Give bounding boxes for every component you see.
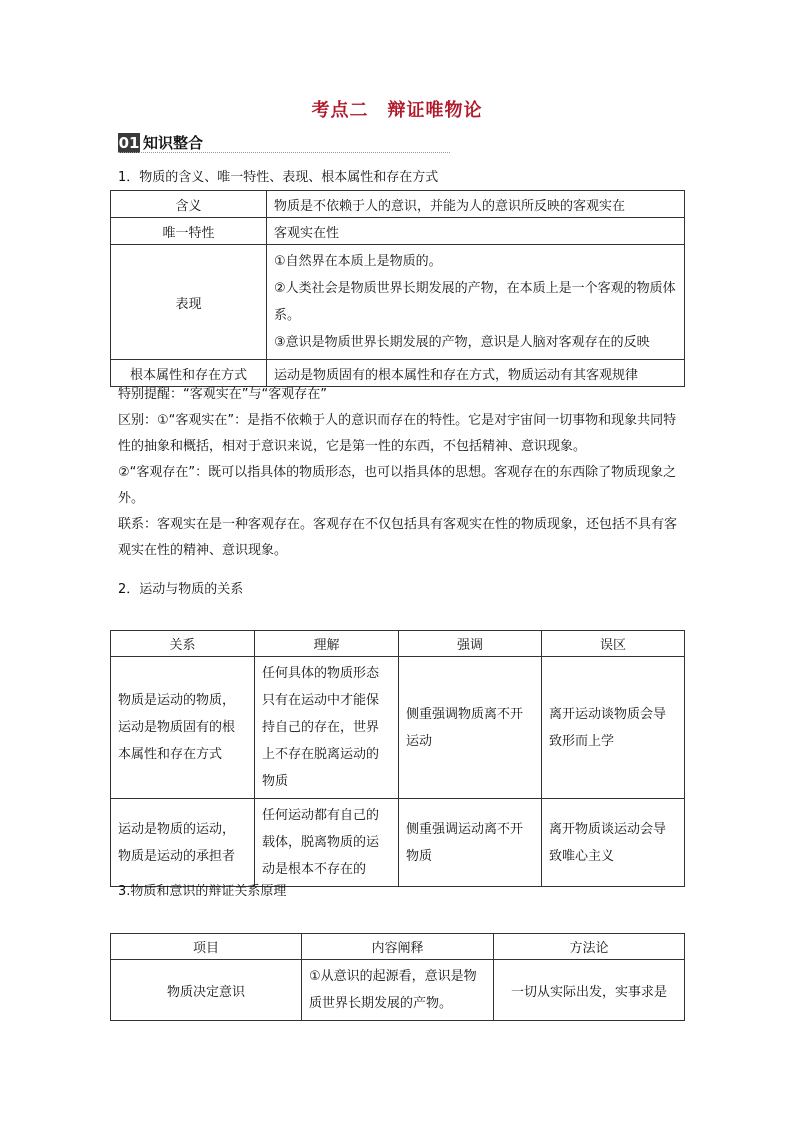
- heading-2: 2．运动与物质的关系: [118, 582, 244, 597]
- table-cell-value: [267, 245, 685, 360]
- table-row: [111, 799, 685, 887]
- section-number-badge: 01: [118, 133, 140, 152]
- table-cell-value: 运动是物质固有的根本属性和存在方式，物质运动有其客观规律: [267, 360, 685, 387]
- table-cell: 任何具体的物质形态只有在运动中才能保持自己的存在，世界上不存在脱离运动的物质: [255, 657, 399, 799]
- table-matter-consciousness: [110, 933, 685, 1021]
- section-title: 知识整合: [143, 134, 204, 152]
- tip-title: 特别提醒：“客观实在”与“客观存在”: [118, 387, 327, 402]
- heading-1: 1．物质的含义、唯一特性、表现、根本属性和存在方式: [118, 170, 439, 185]
- table-cell: 运动是物质的运动，物质是运动的承担者: [111, 799, 255, 887]
- table-cell: 物质决定意识: [111, 960, 302, 1021]
- column-header: 关系: [111, 631, 255, 657]
- column-header: 项目: [111, 934, 302, 960]
- tip-paragraph-1: 区别：①“客观实在”：是指不依赖于人的意识而存在的特性。它是对宇宙间一切事物和现象共同特性的抽象和概括，相对于意识来说，它是第一性的东西，不包括精神、意识现象。: [118, 413, 677, 454]
- table-row: [111, 245, 685, 360]
- manifestation-3: ③意识是物质世界长期发展的产物，意识是人脑对客观存在的反映: [274, 335, 650, 350]
- table-cell: 侧重强调运动离不开物质: [399, 799, 542, 887]
- tip-block: [118, 382, 680, 564]
- page-title: 考点二 辩证唯物论: [311, 100, 483, 121]
- table-motion: [110, 630, 685, 887]
- table-cell-key: 根本属性和存在方式: [111, 360, 267, 387]
- table-cell-key: 唯一特性: [111, 218, 267, 245]
- column-header: 误区: [542, 631, 685, 657]
- tip-paragraph-2: ②“客观存在”：既可以指具体的物质形态，也可以指具体的思想。客观存在的东西除了物质现象之外。: [118, 465, 677, 506]
- column-header: 强调: [399, 631, 542, 657]
- table-matter: [110, 190, 685, 387]
- table-cell-value: 物质是不依赖于人的意识，并能为人的意识所反映的客观实在: [267, 191, 685, 218]
- column-header: 理解: [255, 631, 399, 657]
- table-cell-key: 含义: [111, 191, 267, 218]
- table-cell: 物质是运动的物质，运动是物质固有的根本属性和存在方式: [111, 657, 255, 799]
- column-header: 方法论: [494, 934, 685, 960]
- table-row: [111, 657, 685, 799]
- table-cell: 离开物质谈运动会导致唯心主义: [542, 799, 685, 887]
- heading-3: 3.物质和意识的辩证关系原理: [118, 884, 287, 899]
- manifestation-2: ②人类社会是物质世界长期发展的产物，在本质上是一个客观的物质体系。: [274, 281, 676, 323]
- table-cell: 一切从实际出发，实事求是: [494, 960, 685, 1021]
- manifestation-1: ①自然界在本质上是物质的。: [274, 254, 442, 269]
- table-cell: 任何运动都有自己的载体，脱离物质的运动是根本不存在的: [255, 799, 399, 887]
- section-header: [118, 132, 203, 153]
- table-row: [111, 960, 685, 1021]
- table-cell: ①从意识的起源看，意识是物质世界长期发展的产物。: [302, 960, 494, 1021]
- section-divider: [118, 152, 450, 153]
- table-row: [111, 191, 685, 218]
- table-cell-value: 客观实在性: [267, 218, 685, 245]
- table-header-row: [111, 631, 685, 657]
- table-cell: 侧重强调物质离不开运动: [399, 657, 542, 799]
- table-cell: 离开运动谈物质会导致形而上学: [542, 657, 685, 799]
- table-cell-key: 表现: [111, 245, 267, 360]
- table-row: [111, 218, 685, 245]
- tip-paragraph-3: 联系：客观实在是一种客观存在。客观存在不仅包括具有客观实在性的物质现象，还包括不具有客观实在性的精神、意识现象。: [118, 517, 678, 558]
- column-header: 内容阐释: [302, 934, 494, 960]
- table-header-row: [111, 934, 685, 960]
